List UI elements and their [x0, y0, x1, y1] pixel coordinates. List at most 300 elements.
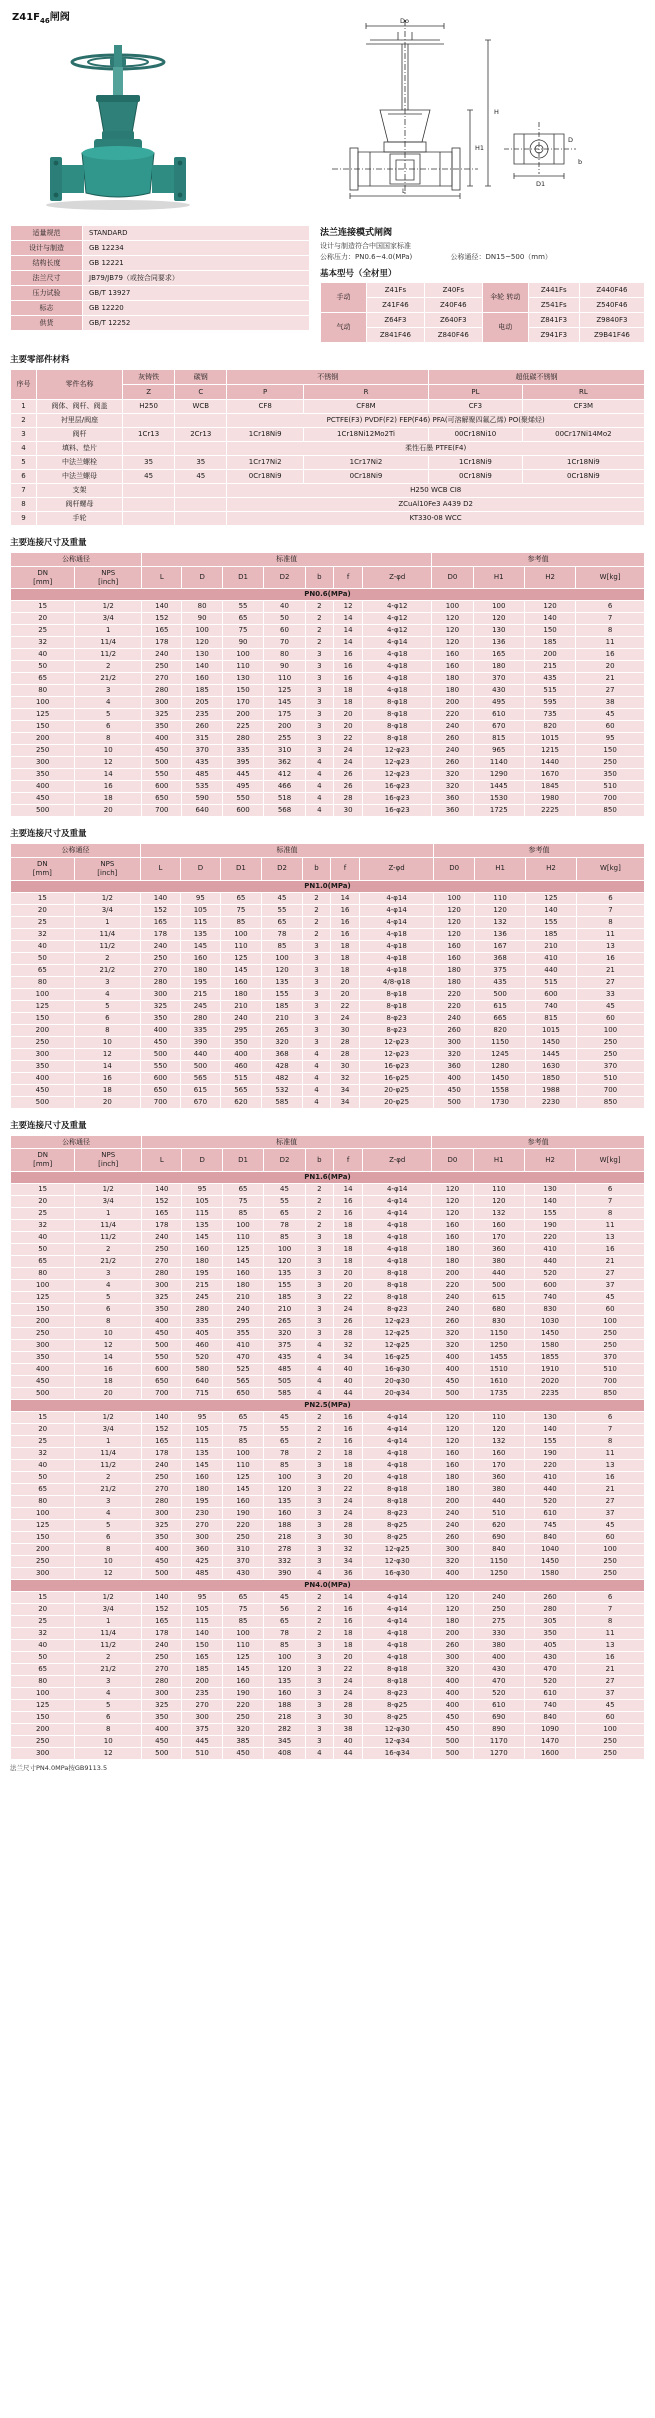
cell-9: 180 — [434, 964, 475, 976]
cell-11: 520 — [524, 1267, 575, 1279]
cell-8: 8-φ18 — [363, 697, 432, 709]
cell-6: 2 — [305, 1627, 333, 1639]
cell-5: 120 — [264, 1663, 305, 1675]
cell-9: 300 — [432, 1651, 473, 1663]
cell-10: 1170 — [473, 1735, 524, 1747]
table-row — [11, 1060, 645, 1072]
col-D0: D0 — [434, 858, 475, 881]
cell-4: 85 — [222, 1207, 263, 1219]
table-row — [11, 1747, 645, 1759]
cell-12: 16 — [576, 1471, 645, 1483]
cell-9: 120 — [432, 625, 473, 637]
cell-6: 3 — [305, 1735, 333, 1747]
cell-2: 140 — [142, 1591, 182, 1603]
cell-6: 3 — [305, 1723, 333, 1735]
cell-6: 4 — [303, 1060, 331, 1072]
spec-value: JB79/JB79（或按合同要求） — [83, 271, 310, 286]
cell-2: 325 — [142, 1519, 182, 1531]
cell-7: 22 — [330, 1000, 359, 1012]
cell-1: 8 — [74, 1024, 140, 1036]
spec-key: 供货 — [11, 316, 83, 331]
cell-6: 2 — [305, 601, 333, 613]
cell-10: 110 — [473, 1411, 524, 1423]
cell-11: 1445 — [526, 1048, 577, 1060]
table-row — [11, 301, 310, 316]
cell-3: 485 — [182, 1567, 222, 1579]
cell-7: 18 — [333, 1255, 362, 1267]
cell-8: 8-φ25 — [363, 1699, 432, 1711]
cell-0: 40 — [11, 1639, 75, 1651]
cell-0: 125 — [11, 1519, 75, 1531]
cell-no: 5 — [11, 456, 37, 470]
col-L: L — [140, 858, 180, 881]
cell-12: 250 — [576, 1567, 645, 1579]
cell-10: 430 — [473, 1663, 524, 1675]
cell-0: 50 — [11, 661, 75, 673]
cell-8: 8-φ23 — [360, 1024, 434, 1036]
cell-1: 16 — [74, 1072, 140, 1084]
cell-0: 65 — [11, 964, 75, 976]
col-standard-values: 标准值 — [142, 1135, 432, 1149]
cell-0: 25 — [11, 1207, 75, 1219]
cell-7: 28 — [330, 1048, 359, 1060]
cell-10: 520 — [473, 1687, 524, 1699]
cell-3: 145 — [182, 1231, 222, 1243]
cell-6: 3 — [303, 1000, 331, 1012]
cell-9: 180 — [432, 685, 473, 697]
cell-12: 20 — [576, 661, 645, 673]
cell-2: 400 — [142, 1543, 182, 1555]
cell-0: 500 — [11, 1096, 75, 1108]
cell-7: 16 — [330, 904, 359, 916]
cell-12: 37 — [576, 1279, 645, 1291]
model-code: Z41Fs — [367, 283, 425, 298]
cell-7: 14 — [333, 625, 362, 637]
model-code: Z64F3 — [367, 313, 425, 328]
cell-8: 16-φ34 — [363, 1747, 432, 1759]
nominal-diameter: 公称通径：DN15~500（mm） — [450, 252, 552, 261]
cell-5: 408 — [264, 1747, 305, 1759]
cell-7: 18 — [333, 1447, 362, 1459]
cell-6: 4 — [305, 1567, 333, 1579]
cell-2: 325 — [142, 709, 182, 721]
cell-5: 155 — [264, 1279, 305, 1291]
cell-8: 8-φ25 — [363, 1531, 432, 1543]
cell-6: 3 — [305, 1543, 333, 1555]
table-row — [11, 1675, 645, 1687]
cell-2: 152 — [142, 613, 182, 625]
cell-3: 405 — [182, 1327, 222, 1339]
col-b: b — [305, 566, 333, 589]
cell-10: 360 — [473, 1243, 524, 1255]
cell-3: 80 — [182, 601, 222, 613]
cell-3: 425 — [182, 1555, 222, 1567]
cell-9: 450 — [434, 1084, 475, 1096]
col-D1: D1 — [220, 858, 261, 881]
cell-8: 4-φ18 — [363, 649, 432, 661]
cell-3: 130 — [182, 649, 222, 661]
table-row — [11, 241, 310, 256]
table-row — [11, 1195, 645, 1207]
cell-6: 3 — [305, 1699, 333, 1711]
cell-4: 495 — [222, 781, 263, 793]
cell-0: 25 — [11, 625, 75, 637]
cell-9: 120 — [434, 916, 475, 928]
cell-6: 3 — [305, 1231, 333, 1243]
cell-11: 220 — [524, 1459, 575, 1471]
table-row — [11, 1327, 645, 1339]
cell-5: 532 — [261, 1084, 302, 1096]
cell-4: 240 — [222, 1303, 263, 1315]
cell-4: 470 — [222, 1351, 263, 1363]
cell-8: 16-φ23 — [363, 781, 432, 793]
table-row — [11, 1183, 645, 1195]
cell-0: 80 — [11, 1267, 75, 1279]
cell-no: 9 — [11, 512, 37, 526]
model-code: Z441Fs — [528, 283, 579, 298]
cell-3: 245 — [180, 1000, 220, 1012]
cell-2: 400 — [142, 1723, 182, 1735]
cell-11: 840 — [524, 1531, 575, 1543]
cell-3: 215 — [182, 1279, 222, 1291]
cell-2: 650 — [140, 1084, 180, 1096]
cell-8: 4-φ18 — [363, 1651, 432, 1663]
table-header-row — [11, 844, 645, 858]
cell-8: 12-φ30 — [363, 1723, 432, 1735]
svg-text:L: L — [402, 187, 406, 195]
cell-7: 16 — [333, 1207, 362, 1219]
cell-7: 22 — [333, 1483, 362, 1495]
cell-z: 1Cr13 — [123, 428, 175, 442]
cell-7: 14 — [333, 1591, 362, 1603]
cell-5: 362 — [264, 757, 305, 769]
cell-5: 332 — [264, 1555, 305, 1567]
cell-1: 6 — [74, 1012, 140, 1024]
cell-10: 400 — [473, 1651, 524, 1663]
cell-11: 125 — [526, 892, 577, 904]
cell-11: 405 — [524, 1639, 575, 1651]
cell-5: 175 — [264, 709, 305, 721]
table-row — [11, 1255, 645, 1267]
cell-7: 32 — [333, 1339, 362, 1351]
cell-6: 3 — [305, 1519, 333, 1531]
cell-4: 100 — [222, 649, 263, 661]
cell-5: 505 — [264, 1375, 305, 1387]
table-row — [11, 904, 645, 916]
cell-6: 3 — [303, 952, 331, 964]
cell-6: 4 — [305, 1351, 333, 1363]
cell-12: 11 — [576, 928, 644, 940]
svg-text:Do: Do — [400, 17, 409, 25]
cell-3: 150 — [182, 1639, 222, 1651]
cell-7: 26 — [333, 1315, 362, 1327]
cell-2: 250 — [142, 1651, 182, 1663]
cell-8: 8-φ18 — [363, 1663, 432, 1675]
cell-0: 65 — [11, 1663, 75, 1675]
cell-5: 85 — [261, 940, 302, 952]
cell-1: 21/2 — [75, 1663, 142, 1675]
table-row — [11, 512, 645, 526]
cell-6: 3 — [303, 988, 331, 1000]
cell-1: 3/4 — [75, 1603, 142, 1615]
cell-12: 350 — [576, 769, 645, 781]
col-f: f — [330, 858, 359, 881]
cell-pl: 1Cr18Ni9 — [429, 456, 523, 470]
cell-9: 240 — [432, 1519, 473, 1531]
cell-8: 12-φ23 — [363, 745, 432, 757]
cell-8: 20-φ25 — [360, 1096, 434, 1108]
cell-8: 4-φ18 — [360, 952, 434, 964]
cell-6: 3 — [303, 976, 331, 988]
cell-8: 4-φ18 — [363, 1243, 432, 1255]
cell-2: 400 — [142, 733, 182, 745]
cell-8: 8-φ23 — [363, 1687, 432, 1699]
cell-9: 180 — [432, 1483, 473, 1495]
table-row — [11, 721, 645, 733]
cell-3: 520 — [182, 1351, 222, 1363]
cell-9: 160 — [434, 940, 475, 952]
cell-12: 60 — [576, 1303, 645, 1315]
cell-11: 1845 — [524, 781, 575, 793]
cell-0: 65 — [11, 673, 75, 685]
cell-10: 440 — [473, 1495, 524, 1507]
cell-4: 250 — [222, 1711, 263, 1723]
cell-9: 120 — [432, 1603, 473, 1615]
col-Zd: Z-φd — [360, 858, 434, 881]
cell-6: 2 — [305, 1447, 333, 1459]
cell-4: 335 — [222, 745, 263, 757]
cell-1: 1 — [75, 1615, 142, 1627]
model-code: Z941F3 — [528, 328, 579, 343]
cell-2: 178 — [140, 928, 180, 940]
cell-9: 180 — [432, 1471, 473, 1483]
cell-4: 410 — [222, 1339, 263, 1351]
cell-10: 840 — [473, 1543, 524, 1555]
table-row — [11, 1591, 645, 1603]
cell-c — [175, 442, 227, 456]
cell-4: 220 — [222, 1699, 263, 1711]
cell-3: 135 — [180, 928, 220, 940]
cell-10: 1450 — [475, 1072, 526, 1084]
cell-11: 1470 — [524, 1735, 575, 1747]
cell-p: 0Cr18Ni9 — [227, 470, 304, 484]
cell-12: 60 — [576, 1012, 644, 1024]
model-table — [320, 282, 645, 343]
cell-8: 8-φ18 — [363, 721, 432, 733]
cell-5: 485 — [264, 1363, 305, 1375]
col-z: Z — [123, 385, 175, 400]
table-row — [11, 661, 645, 673]
cell-8: 8-φ18 — [363, 1675, 432, 1687]
spec-key: 法兰尺寸 — [11, 271, 83, 286]
col-D2: D2 — [264, 566, 305, 589]
table-row — [11, 470, 645, 484]
cell-4: 180 — [220, 988, 261, 1000]
cell-11: 740 — [524, 1699, 575, 1711]
cell-2: 450 — [140, 1036, 180, 1048]
cell-6: 3 — [305, 745, 333, 757]
cell-12: 250 — [576, 1339, 645, 1351]
cell-1: 8 — [75, 733, 142, 745]
cell-0: 150 — [11, 1303, 75, 1315]
cell-0: 100 — [11, 988, 75, 1000]
table-row — [11, 1024, 645, 1036]
cell-8: 12-φ25 — [363, 1543, 432, 1555]
spec-value: STANDARD — [83, 226, 310, 241]
cell-0: 65 — [11, 1483, 75, 1495]
cell-7: 34 — [330, 1084, 359, 1096]
cell-1: 2 — [74, 952, 140, 964]
table-row — [11, 940, 645, 952]
cell-span: KT330-08 WCC — [227, 512, 645, 526]
cell-7: 28 — [330, 1036, 359, 1048]
cell-9: 240 — [432, 1507, 473, 1519]
cell-7: 30 — [333, 1531, 362, 1543]
cell-7: 30 — [330, 1060, 359, 1072]
cell-1: 11/2 — [74, 940, 140, 952]
cell-4: 125 — [222, 1651, 263, 1663]
cell-8: 4-φ14 — [360, 892, 434, 904]
cell-0: 65 — [11, 1255, 75, 1267]
cell-8: 12-φ23 — [360, 1048, 434, 1060]
cell-4: 100 — [222, 1447, 263, 1459]
cell-1: 21/2 — [75, 673, 142, 685]
cell-8: 4-φ14 — [363, 1183, 432, 1195]
cell-3: 270 — [182, 1519, 222, 1531]
cell-6: 3 — [305, 1507, 333, 1519]
cell-5: 160 — [264, 1507, 305, 1519]
cell-c: 45 — [175, 470, 227, 484]
cell-3: 315 — [182, 733, 222, 745]
cell-9: 120 — [432, 1183, 473, 1195]
cell-10: 132 — [475, 916, 526, 928]
cell-4: 250 — [222, 1531, 263, 1543]
cell-c: 35 — [175, 456, 227, 470]
cell-12: 250 — [576, 1327, 645, 1339]
cell-12: 27 — [576, 1495, 645, 1507]
cell-4: 110 — [222, 1639, 263, 1651]
cell-12: 45 — [576, 1000, 644, 1012]
cell-10: 330 — [473, 1627, 524, 1639]
cell-1: 3 — [75, 1495, 142, 1507]
cell-4: 400 — [220, 1048, 261, 1060]
cell-9: 320 — [432, 1663, 473, 1675]
flange-valve-line2 — [320, 252, 645, 263]
cell-12: 6 — [576, 1183, 645, 1195]
cell-12: 850 — [576, 1096, 644, 1108]
cell-4: 110 — [222, 1231, 263, 1243]
cell-4: 160 — [222, 1267, 263, 1279]
cell-1: 1 — [75, 1435, 142, 1447]
cell-5: 45 — [264, 1183, 305, 1195]
cell-z: 35 — [123, 456, 175, 470]
cell-6: 4 — [305, 781, 333, 793]
cell-10: 110 — [475, 892, 526, 904]
col-dn: DN [mm] — [11, 858, 75, 881]
cell-0: 200 — [11, 1723, 75, 1735]
cell-5: 585 — [261, 1096, 302, 1108]
cell-3: 160 — [182, 673, 222, 685]
cell-12: 850 — [576, 805, 645, 817]
cell-0: 100 — [11, 1279, 75, 1291]
cell-2: 140 — [140, 892, 180, 904]
cell-7: 34 — [333, 1555, 362, 1567]
pressure-band-row — [11, 1171, 645, 1183]
cell-8: 16-φ23 — [360, 1060, 434, 1072]
cell-9: 220 — [434, 988, 475, 1000]
cell-11: 155 — [524, 1435, 575, 1447]
cell-1: 3/4 — [74, 904, 140, 916]
cell-11: 185 — [526, 928, 577, 940]
cell-8: 8-φ23 — [363, 1303, 432, 1315]
cell-11: 1670 — [524, 769, 575, 781]
cell-6: 3 — [305, 1279, 333, 1291]
cell-1: 8 — [75, 1543, 142, 1555]
cell-10: 130 — [473, 625, 524, 637]
cell-11: 1580 — [524, 1339, 575, 1351]
table-row — [11, 1435, 645, 1447]
cell-2: 650 — [142, 1375, 182, 1387]
cell-2: 270 — [140, 964, 180, 976]
col-nominal-diameter: 公称通径 — [11, 1135, 142, 1149]
cell-10: 495 — [473, 697, 524, 709]
cell-2: 178 — [142, 1627, 182, 1639]
col-L: L — [142, 566, 182, 589]
cell-2: 500 — [140, 1048, 180, 1060]
cell-no: 2 — [11, 414, 37, 428]
cell-0: 200 — [11, 1315, 75, 1327]
cell-4: 565 — [222, 1375, 263, 1387]
cell-1: 10 — [75, 1327, 142, 1339]
table-row — [11, 1711, 645, 1723]
cell-part: 阀杆螺母 — [37, 498, 123, 512]
cell-6: 4 — [303, 1096, 331, 1108]
basic-spec-table — [10, 225, 310, 331]
pressure-band-row — [11, 1399, 645, 1411]
cell-12: 100 — [576, 1315, 645, 1327]
cell-10: 275 — [473, 1615, 524, 1627]
cell-3: 280 — [180, 1012, 220, 1024]
cell-4: 370 — [222, 1555, 263, 1567]
cell-4: 350 — [220, 1036, 261, 1048]
cell-rl: 1Cr18Ni9 — [522, 456, 644, 470]
cell-2: 240 — [142, 649, 182, 661]
cell-5: 100 — [264, 1651, 305, 1663]
cell-4: 620 — [220, 1096, 261, 1108]
cell-6: 3 — [305, 1303, 333, 1315]
cell-2: 270 — [142, 673, 182, 685]
cell-7: 18 — [333, 1627, 362, 1639]
nominal-pressure: 公称压力：PN0.6~4.0(MPa) — [320, 252, 413, 261]
cell-3: 140 — [182, 1627, 222, 1639]
cell-9: 220 — [434, 1000, 475, 1012]
cell-11: 440 — [524, 1255, 575, 1267]
cell-12: 7 — [576, 1195, 645, 1207]
col-H1: H1 — [473, 566, 524, 589]
table-row — [11, 637, 645, 649]
spec-value: GB/T 13927 — [83, 286, 310, 301]
cell-10: 167 — [475, 940, 526, 952]
cell-9: 450 — [432, 1723, 473, 1735]
cell-5: 55 — [264, 1195, 305, 1207]
cell-5: 70 — [264, 637, 305, 649]
col-b: b — [303, 858, 331, 881]
cell-9: 180 — [432, 673, 473, 685]
cell-8: 20-φ25 — [360, 1084, 434, 1096]
cell-7: 26 — [333, 781, 362, 793]
cell-2: 152 — [142, 1603, 182, 1615]
cell-3: 440 — [180, 1048, 220, 1060]
